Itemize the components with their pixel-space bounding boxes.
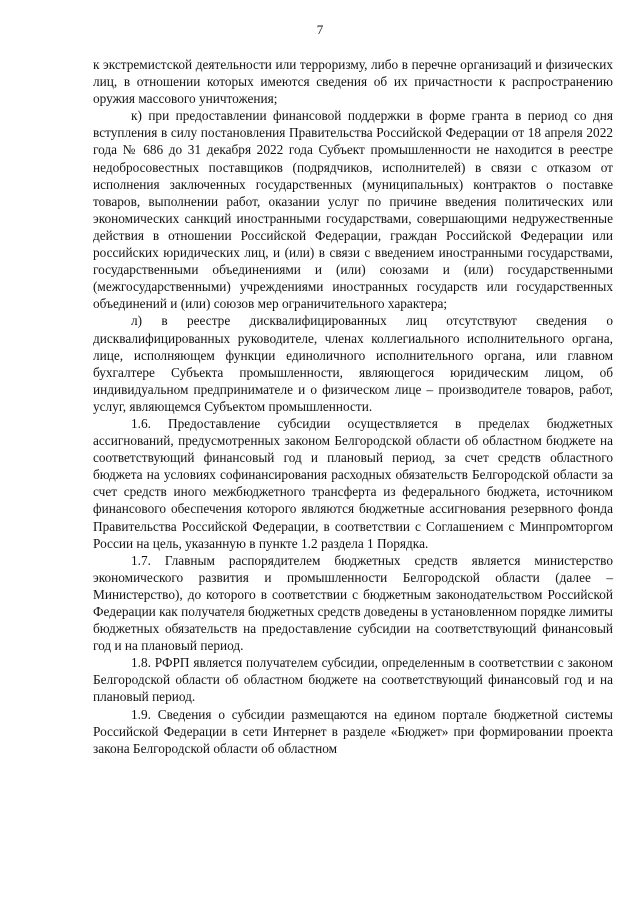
paragraph-1-8: 1.8. РФРП является получателем субсидии, определенным в соответствии с законом Белгородской области об областном бюджете на соответствующий финансовый год и на плановый период. bbox=[93, 655, 613, 705]
paragraph-item-l: л) в реестре дисквалифицированных лиц отсутствуют сведения о дисквалифицированных руководителе, членах коллегиального исполнительного органа, лице, исполняющем функции единоличного исполнительного органа, или главном бухгалтере Субъекта промышленности, являющегося юридическим лицом, об индивидуальном предпринимателе и о физическом лице – производителе товаров, работ, услуг, являющемся Субъектом промышленности. bbox=[93, 313, 613, 414]
paragraph-1-9: 1.9. Сведения о субсидии размещаются на едином портале бюджетной системы Российской Федерации в сети Интернет в разделе «Бюджет» при формировании проекта закона Белгородской области об областном bbox=[93, 706, 613, 756]
paragraph-continuation: к экстремистской деятельности или терроризму, либо в перечне организаций и физических лиц, в отношении которых имеются сведения об их причастности к распространению оружия массового уничтожения; bbox=[93, 57, 613, 107]
document-body bbox=[93, 56, 613, 757]
paragraph-1-7: 1.7. Главным распорядителем бюджетных средств является министерство экономического развития и промышленности Белгородской области (далее – Министерство), до которого в соответствии с бюджетным законодательством Российской Федерации как получателя бюджетных средств доведены в установленном порядке лимиты бюджетных обязательств на предоставление субсидии на соответствующий финансовый год и на плановый период. bbox=[93, 552, 613, 654]
page-number: 7 bbox=[316, 22, 324, 37]
paragraph-item-k: к) при предоставлении финансовой поддержки в форме гранта в период со дня вступления в силу постановления Правительства Российской Федерации от 18 апреля 2022 года № 686 до 31 декабря 2022 года Субъект промышленности не находится в реестре недобросовестных поставщиков (подрядчиков, исполнителей) в связи с отказом от исполнения заключенных государственных (муниципальных) контрактов о поставке товаров, выполнении работ, оказании услуг по причине введения политических или экономических санкций иностранными государствами, совершающими недружественные действия в отношении Российской Федерации, граждан Российской Федерации или российских юридических лиц, и (или) в связи с введением иностранными государствами, государственными объединениями и (или) союзами и (или) государственными (межгосударственными) учреждениями иностранных государств или государственных объединений и (или) союзов мер ограничительного характера; bbox=[93, 108, 613, 312]
paragraph-1-6: 1.6. Предоставление субсидии осуществляется в пределах бюджетных ассигнований, предусмотренных законом Белгородской области об областном бюджете на соответствующий финансовый год и плановый период, за счет средств областного бюджета на условиях софинансирования расходных обязательств Белгородской области за счет средств иного межбюджетного трансферта из федерального бюджета, источником финансового обеспечения которого являются бюджетные ассигнования резервного фонда Правительства Российской Федерации, в соответствии с Соглашением с Минпромторгом России на цель, указанную в пункте 1.2 раздела 1 Порядка. bbox=[93, 415, 613, 551]
